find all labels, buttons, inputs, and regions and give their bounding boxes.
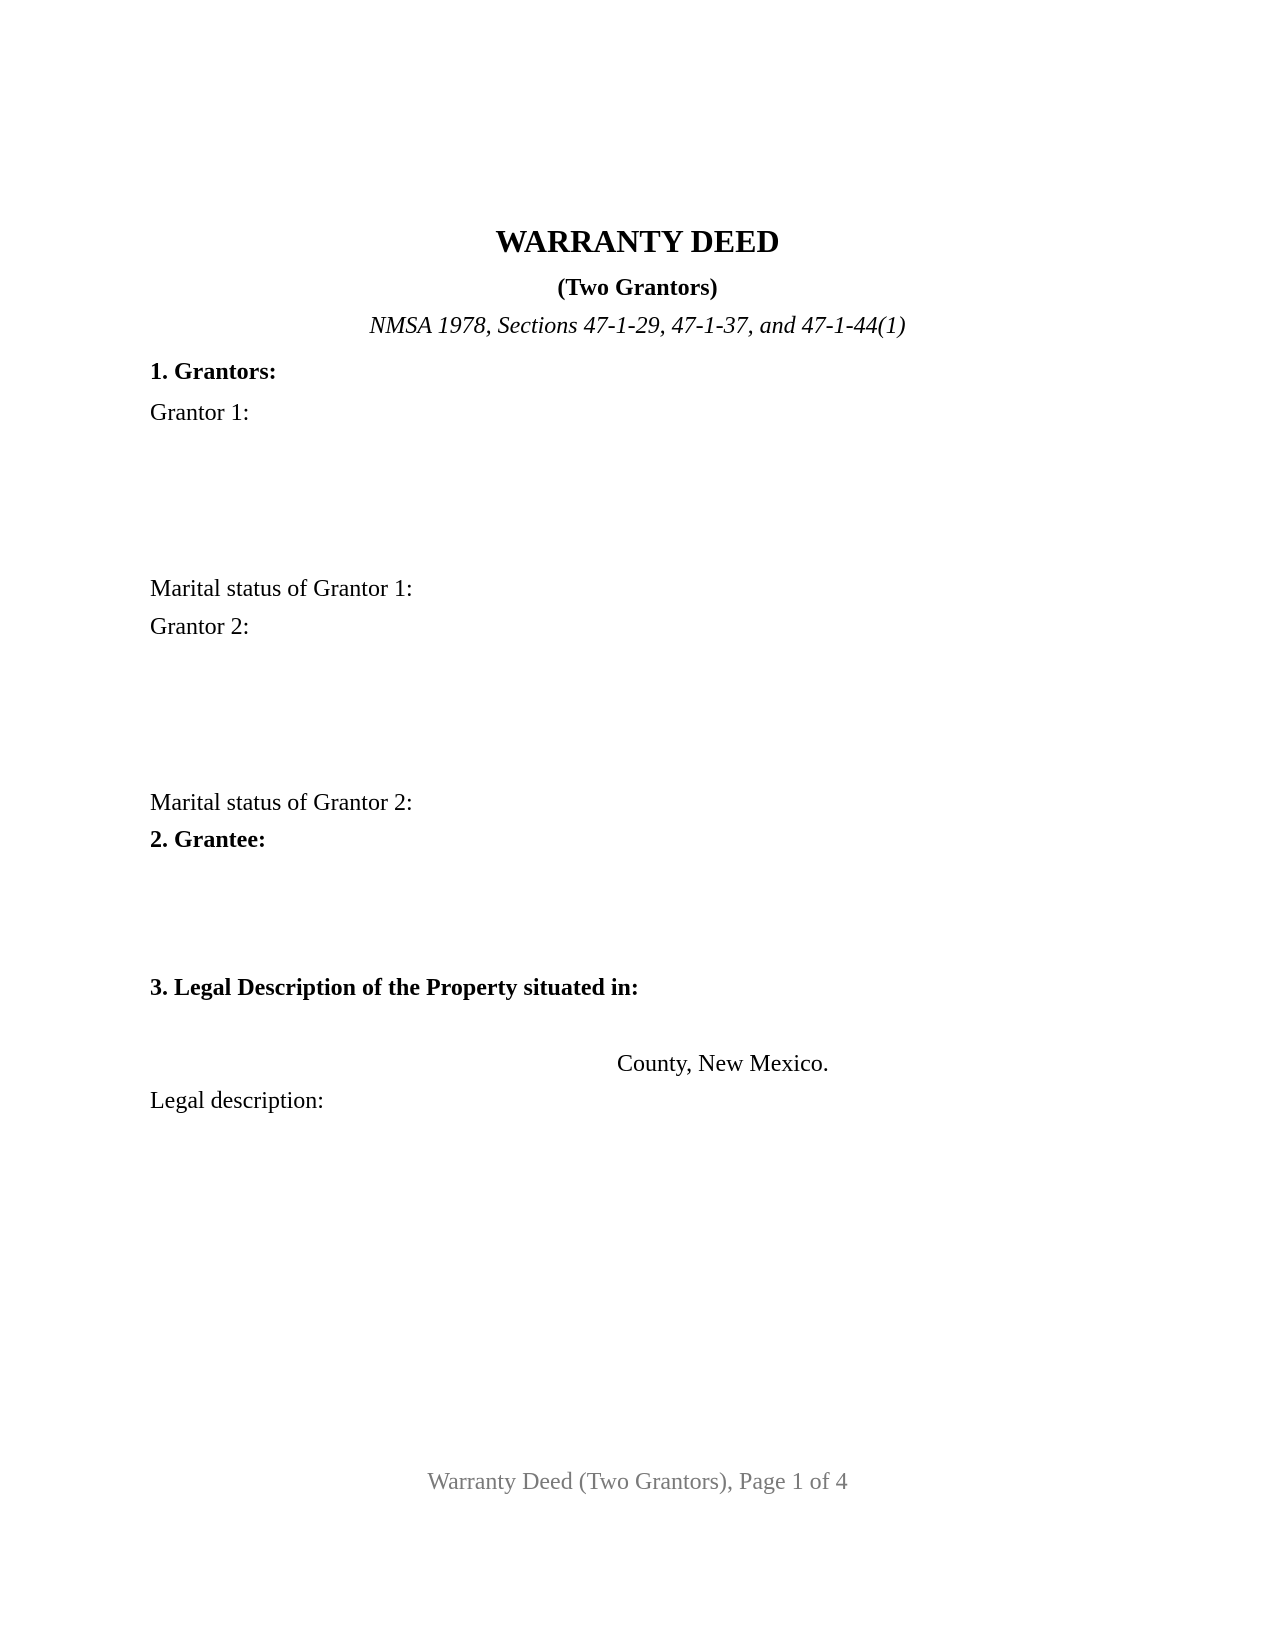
document-subtitle: (Two Grantors)	[557, 275, 718, 301]
statute-reference: NMSA 1978, Sections 47-1-29, 47-1-37, and 47-1-44(1)	[369, 313, 906, 339]
grantors-heading: 1. Grantors:	[150, 359, 277, 385]
grantor-1-label: Grantor 1:	[150, 400, 250, 426]
grantor-1-marital-status-label: Marital status of Grantor 1:	[150, 576, 413, 602]
grantor-2-marital-status-label: Marital status of Grantor 2:	[150, 790, 413, 816]
legal-description-label: Legal description:	[150, 1088, 324, 1114]
county-text: County, New Mexico.	[617, 1051, 829, 1077]
document-title: WARRANTY DEED	[495, 223, 780, 259]
grantee-heading: 2. Grantee:	[150, 827, 266, 853]
property-heading: 3. Legal Description of the Property situated in:	[150, 975, 639, 1001]
grantor-2-label: Grantor 2:	[150, 614, 250, 640]
page-footer: Warranty Deed (Two Grantors), Page 1 of 4	[427, 1469, 848, 1495]
